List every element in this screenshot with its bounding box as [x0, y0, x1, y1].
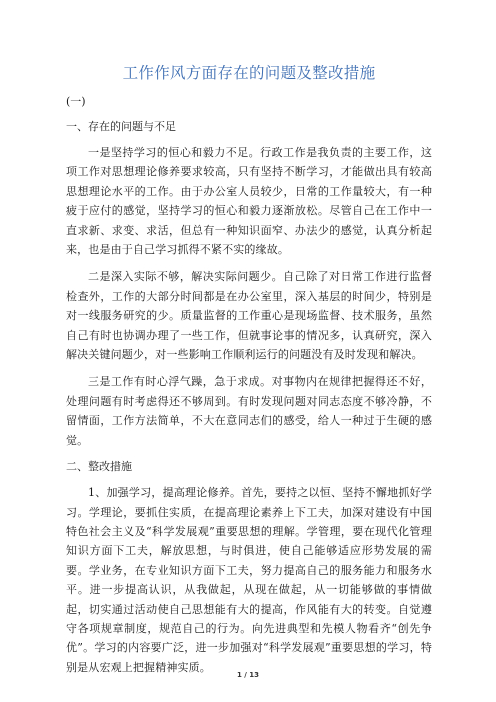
paragraph-problem-3: 三是工作有时心浮气躁，急于求成。对事物内在规律把握得还不好，处理问题有时考虑得还不够周到。有时发现问题对同志态度不够冷静，不留情面，工作方法简单，不大在意同志们的感受，给人一种过于生硬的感觉。	[66, 375, 432, 447]
paragraph-problem-2: 二是深入实际不够，解决实际问题少。自己除了对日常工作进行监督检查外，工作的大部分时间都是在办公室里，深入基层的时间少，特别是对一线服务研究的少。质量监督的工作重心是现场监督、技术服务，虽然自己有时也协调办理了一些工作，但就事论事的情况多，认真研究，深入解决关键问题少，对一些影响工作顺利运行的问题没有及时发现和解决。	[66, 270, 432, 362]
paragraph-problem-1: 一是坚持学习的恒心和毅力不足。行政工作是我负责的主要工作，这项工作对思想理论修养要求较高，只有坚持不断学习，才能做出具有较高思想理论水平的工作。由于办公室人员较少，日常的工作量较大，有一种疲于应付的感觉，坚持学习的恒心和毅力逐渐放松。尽管自己在工作中一直求新、求变、求活，但总有一种知识面窄、办法少的感觉，认真分析起来，也是由于自己学习抓得不紧不实的缘故。	[66, 146, 432, 257]
page-indicator: 1 / 13	[236, 671, 260, 679]
section-number: (一)	[66, 95, 86, 108]
document-title: 工作作风方面存在的问题及整改措施	[122, 64, 376, 82]
section-heading-problems: 一、存在的问题与不足	[66, 120, 176, 133]
section-heading-measures: 二、整改措施	[66, 460, 132, 474]
paragraph-measure-1: 1、加强学习，提高理论修养。首先，要持之以恒、坚持不懈地抓好学习。学理论，要抓住实质，在提高理论素养上下工夫，加深对建设有中国特色社会主义及“科学发展观”重要思想的理解。学管理，要在现代化管理知识方面下工夫，解放思想，与时俱进，使自己能够适应形势发展的需要。学业务，在专业知识方面下工夫，努力提高自己的服务能力和服务水平。进一步提高认识，从我做起，从现在做起，从一切能够做的事情做起，切实通过活动使自己思想能有大的提高，作风能有大的转变。自觉遵守各项规章制度，规范自己的行为。向先进典型和先模人物看齐“创先争优”。学习的内容要广泛，进一步加强对“科学发展观”重要思想的学习，特别是从宏观上把握精神实质。	[66, 486, 432, 674]
